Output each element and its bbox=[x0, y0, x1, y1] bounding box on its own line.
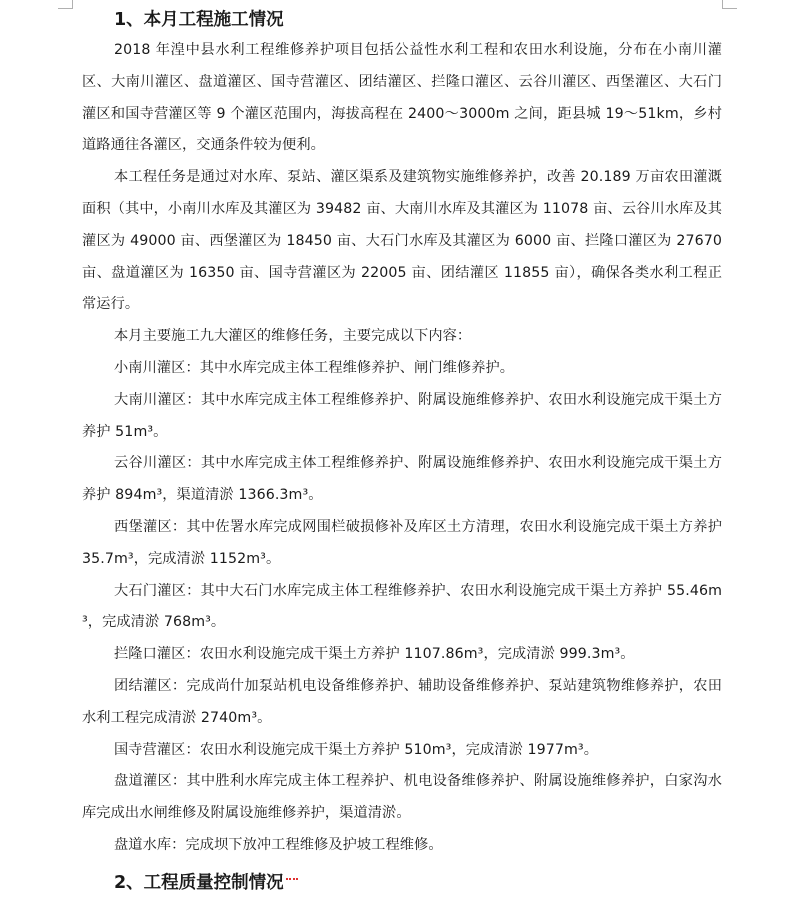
document-body bbox=[82, 5, 722, 898]
page-corner-mark-left bbox=[58, 0, 73, 9]
paragraph-project-overview: 2018 年湟中县水利工程维修养护项目包括公益性水利工程和农田水利设施，分布在小南川灌区、大南川灌区、盘道灌区、国寺营灌区、团结灌区、拦隆口灌区、云谷川灌区、西堡灌区、大石门灌区和国寺营灌区等 9 个灌区范围内，海拔高程在 2400～3000m 之间，距县城 19～51km，乡村道路通往各灌区，交通条件较为便利。 bbox=[82, 42, 722, 154]
section-heading-1: 1、本月工程施工情况 bbox=[114, 10, 284, 30]
paragraph-pandao: 盘道灌区：其中胜利水库完成主体工程养护、机电设备维修养护、附属设施维修养护，白家沟水库完成出水闸维修及附属设施维修养护，渠道清淤。 bbox=[82, 773, 722, 822]
paragraph-monthly-summary: 本月主要施工九大灌区的维修任务，主要完成以下内容： bbox=[114, 328, 472, 345]
paragraph-pandao-reservoir: 盘道水库：完成坝下放冲工程维修及护坡工程维修。 bbox=[114, 836, 443, 853]
paragraph-tuanjie: 团结灌区：完成尚什加泵站机电设备维修养护、辅助设备维修养护、泵站建筑物维修养护，农田水利工程完成清淤 2740m³。 bbox=[82, 677, 722, 726]
paragraph-xiaonanchuan: 小南川灌区：其中水库完成主体工程维修养护、闸门维修养护。 bbox=[114, 359, 515, 376]
section-heading-2: 2、工程质量控制情况 bbox=[114, 872, 284, 893]
paragraph-lanlongkou: 拦隆口灌区：农田水利设施完成干渠土方养护 1107.86m³，完成清淤 999.3m³。 bbox=[114, 646, 635, 663]
paragraph-yunguchuan: 云谷川灌区：其中水库完成主体工程维修养护、附属设施维修养护、农田水利设施完成干渠土方养护 894m³，渠道清淤 1366.3m³。 bbox=[82, 455, 722, 504]
paragraph-dashimen: 大石门灌区：其中大石门水库完成主体工程维修养护、农田水利设施完成干渠土方养护 55.46m³，完成清淤 768m³。 bbox=[82, 582, 722, 631]
page-corner-mark-right bbox=[722, 0, 737, 9]
paragraph-project-task: 本工程任务是通过对水库、泵站、灌区渠系及建筑物实施维修养护，改善 20.189 万亩农田灌溉面积（其中，小南川水库及其灌区为 39482 亩、大南川水库及其灌区为 11078 亩、云谷川水库及其灌区为 49000 亩、西堡灌区为 18450 亩、大石门水库及其灌区为 6000 亩、拦隆口灌区为 27670 亩、盘道灌区为 16350 亩、国寺营灌区为 22005 亩、团结灌区 11855 亩），确保各类水利工程正常运行。 bbox=[82, 169, 722, 313]
spellcheck-underline bbox=[286, 872, 298, 880]
paragraph-guosiying: 国寺营灌区：农田水利设施完成干渠土方养护 510m³，完成清淤 1977m³。 bbox=[114, 741, 598, 758]
paragraph-xibao: 西堡灌区：其中佐署水库完成网围栏破损修补及库区土方清理，农田水利设施完成干渠土方养护 35.7m³，完成清淤 1152m³。 bbox=[82, 518, 722, 567]
paragraph-danan-chuan: 大南川灌区：其中水库完成主体工程维修养护、附属设施维修养护、农田水利设施完成干渠土方养护 51m³。 bbox=[82, 391, 722, 440]
